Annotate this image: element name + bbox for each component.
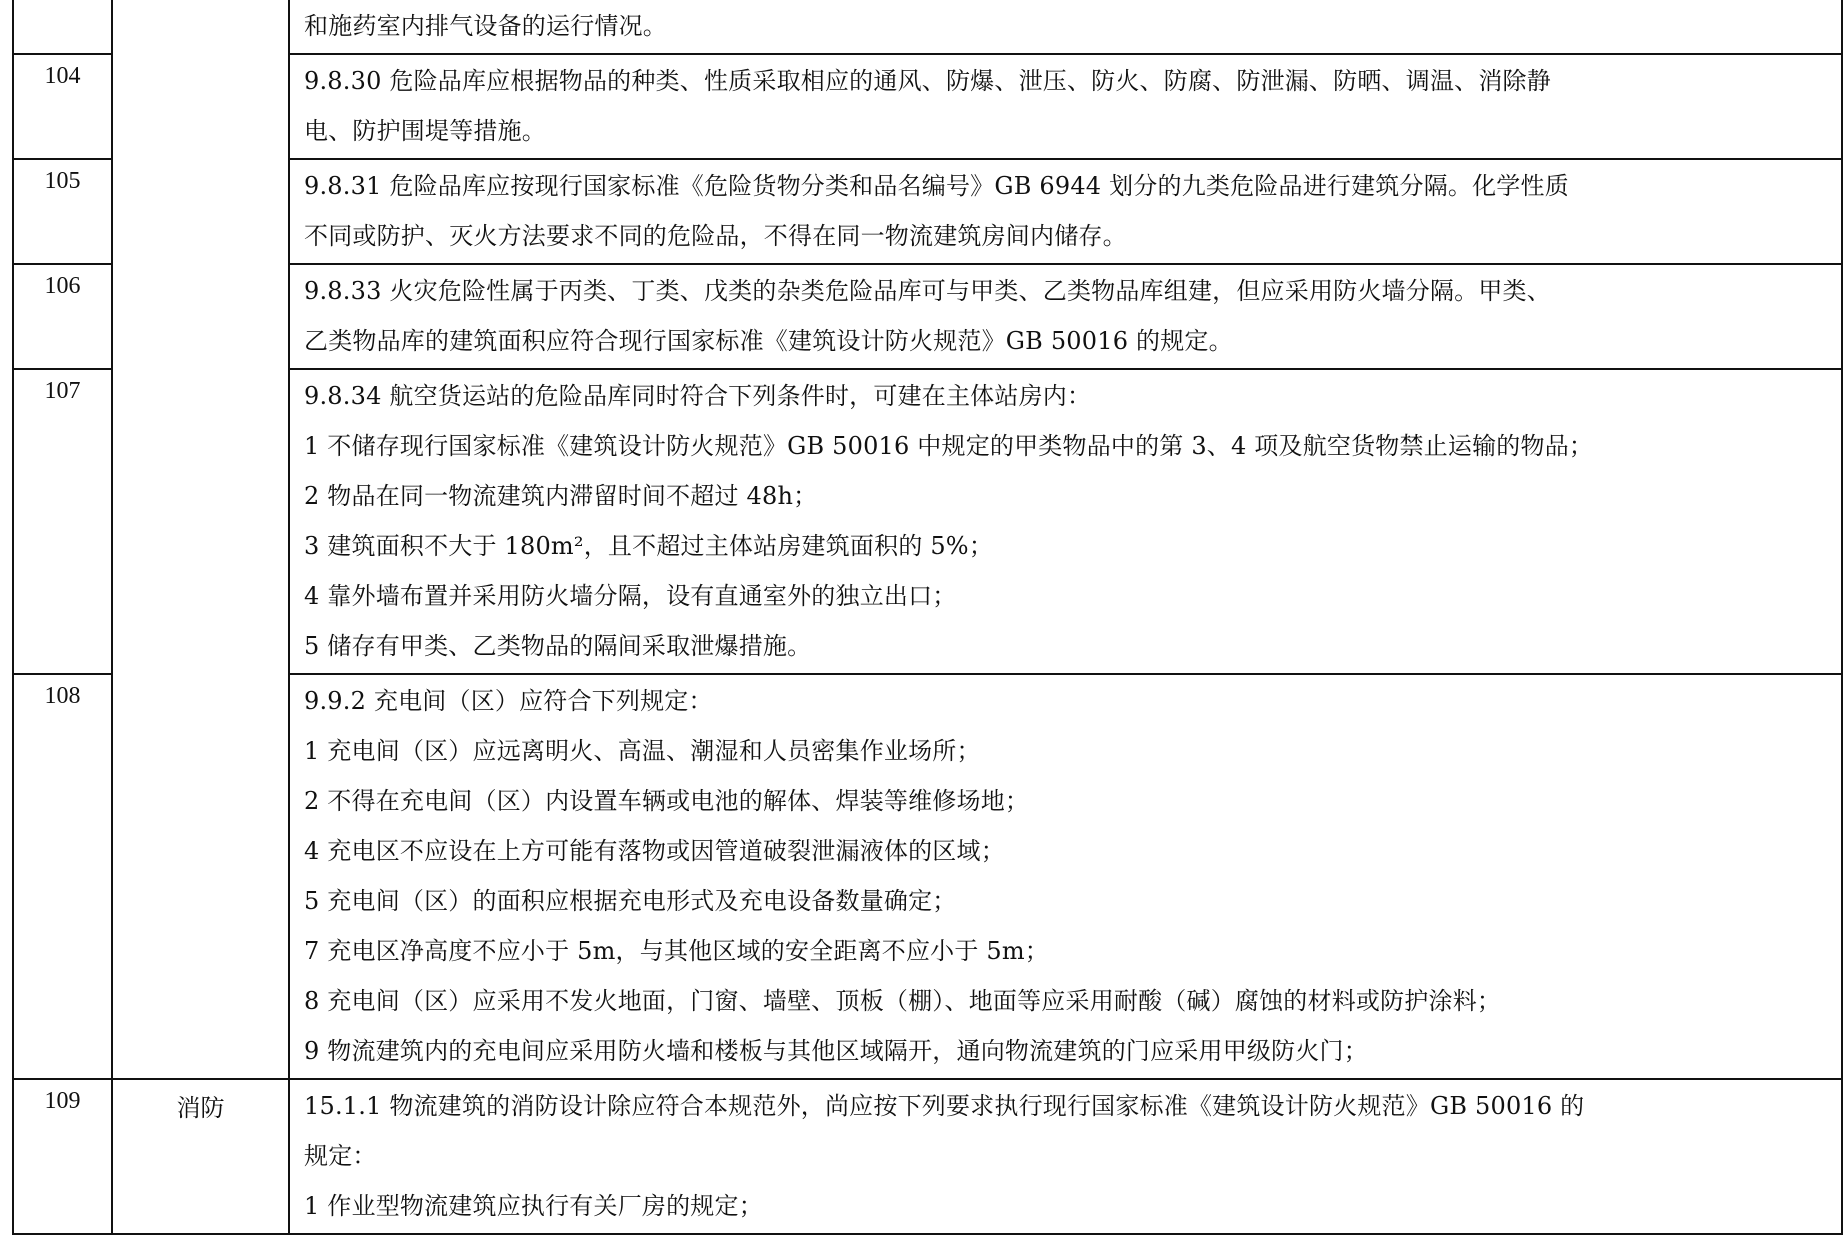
clause-line: 4 充电区不应设在上方可能有落物或因管道破裂泄漏液体的区域； [304,837,1005,865]
clause-line: 9.8.31 危险品库应按现行国家标准《危险货物分类和品名编号》GB 6944 划分的九类危险品进行建筑分隔。化学性质 [304,172,1569,200]
row-number: 108 [13,674,112,1079]
clause-line: 2 不得在充电间（区）内设置车辆或电池的解体、焊装等维修场地； [304,787,1030,815]
clause-line: 3 建筑面积不大于 180m²，且不超过主体站房建筑面积的 5%； [304,532,994,560]
table-row [13,0,1842,54]
clause-line: 2 物品在同一物流建筑内滞留时间不超过 48h； [304,482,818,510]
clause-text [289,264,1842,369]
row-number [13,0,112,54]
clause-line: 电、防护围堤等措施。 [304,117,546,145]
clause-line: 5 充电间（区）的面积应根据充电形式及充电设备数量确定； [304,887,957,915]
clause-text [289,54,1842,159]
category-cell [112,0,289,1079]
row-number: 105 [13,159,112,264]
clause-text [289,1079,1842,1234]
clause-line: 不同或防护、灭火方法要求不同的危险品，不得在同一物流建筑房间内储存。 [304,222,1127,250]
clause-line: 9.9.2 充电间（区）应符合下列规定： [304,687,713,715]
clause-text [289,674,1842,1079]
clause-line: 和施药室内排气设备的运行情况。 [304,12,667,40]
clause-text [289,369,1842,674]
clause-line: 4 靠外墙布置并采用防火墙分隔，设有直通室外的独立出口； [304,582,957,610]
clause-line: 1 作业型物流建筑应执行有关厂房的规定； [304,1192,763,1220]
regulation-table [12,0,1843,1235]
table-row [13,1079,1842,1234]
row-number: 104 [13,54,112,159]
clause-line: 8 充电间（区）应采用不发火地面，门窗、墙壁、顶板（棚）、地面等应采用耐酸（碱）腐蚀的材料或防护涂料； [304,987,1502,1015]
clause-line: 乙类物品库的建筑面积应符合现行国家标准《建筑设计防火规范》GB 50016 的规定。 [304,327,1233,355]
clause-line: 15.1.1 物流建筑的消防设计除应符合本规范外，尚应按下列要求执行现行国家标准《建筑设计防火规范》GB 50016 的 [304,1092,1585,1120]
clause-line: 5 储存有甲类、乙类物品的隔间采取泄爆措施。 [304,632,812,660]
clause-line: 规定： [304,1142,377,1170]
clause-text [289,159,1842,264]
clause-line: 1 不储存现行国家标准《建筑设计防火规范》GB 50016 中规定的甲类物品中的第 3、4 项及航空货物禁止运输的物品； [304,432,1594,460]
row-number: 109 [13,1079,112,1234]
clause-line: 1 充电间（区）应远离明火、高温、潮湿和人员密集作业场所； [304,737,981,765]
category-cell: 消防 [112,1079,289,1234]
clause-line: 9 物流建筑内的充电间应采用防火墙和楼板与其他区域隔开，通向物流建筑的门应采用甲级防火门； [304,1037,1368,1065]
clause-line: 9.8.34 航空货运站的危险品库同时符合下列条件时，可建在主体站房内： [304,382,1092,410]
row-number: 107 [13,369,112,674]
row-number: 106 [13,264,112,369]
clause-line: 9.8.33 火灾危险性属于丙类、丁类、戊类的杂类危险品库可与甲类、乙类物品库组建，但应采用防火墙分隔。甲类、 [304,277,1551,305]
clause-line: 7 充电区净高度不应小于 5m，与其他区域的安全距离不应小于 5m； [304,937,1050,965]
clause-line: 9.8.30 危险品库应根据物品的种类、性质采取相应的通风、防爆、泄压、防火、防腐、防泄漏、防晒、调温、消除静 [304,67,1551,95]
clause-text [289,0,1842,54]
